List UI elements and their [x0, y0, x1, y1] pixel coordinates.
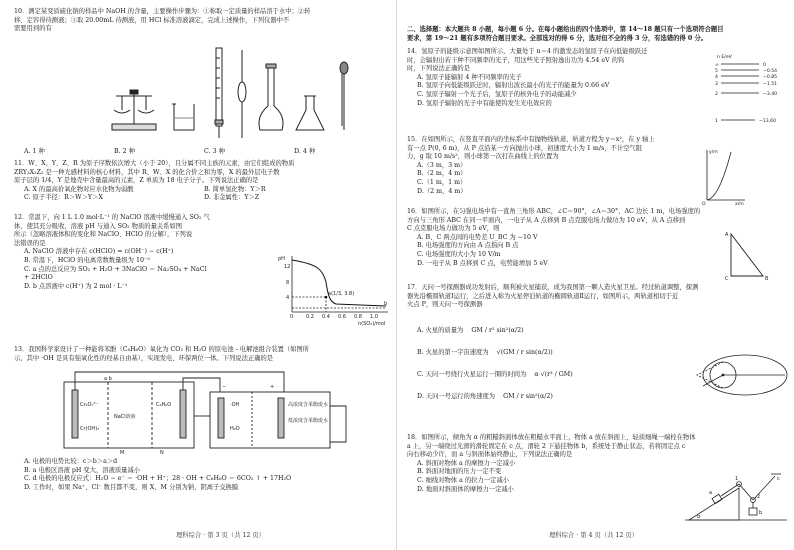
- option-c: C. 3 种: [204, 148, 225, 155]
- question-16-line: C 点克服电场力做功为 5 eV，则: [407, 225, 500, 233]
- energy-level-diagram: [713, 52, 789, 126]
- vertex-a: A: [725, 232, 729, 238]
- page-footer: 理科综合 · 第 4 页（共 12 页）: [549, 532, 638, 539]
- option-a-label: A. 火星的质量为: [417, 327, 464, 334]
- label-membranes: a b: [104, 376, 112, 382]
- volumetric-flask-icon: [259, 64, 283, 130]
- option-a: A. 斜面对物体 a 的摩擦力一定减小: [417, 459, 516, 467]
- label-water: H₂O: [230, 426, 240, 432]
- option-b-label: B. 火星的第一宇宙速度为: [417, 349, 489, 356]
- option-a: A. X 的最高价氧化物对应水化物为弱酸: [24, 185, 134, 193]
- y-tick: 4: [286, 295, 290, 301]
- question-14-line: 时，下列说法正确的是: [407, 65, 470, 73]
- section-2-line: 要求，第 19～21 题有多项符合题目要求。全部选对的得 6 分，选对但不全的得 3 分，有选错的得 0 分。: [407, 34, 708, 42]
- origin-label: O: [702, 202, 706, 206]
- option-c-formula: α √(r³ / GM): [534, 371, 573, 378]
- question-11: [14, 160, 294, 203]
- option-b: B. 2 种: [114, 148, 135, 155]
- option-c: C.（1 m，1 m）: [417, 178, 467, 186]
- question-16-line: 方向与三角形 ABC 在同一平面内，一电子从 A 点移到 B 点克服电场力做功为 10 eV，从 A 点移到: [407, 216, 686, 224]
- option-a: A. 1 种: [24, 148, 45, 155]
- option-d: D. 氢原子辐射的光子中有能使钨发生光电效应的: [417, 99, 552, 107]
- question-12-line: 体，使其充分吸收，溶液 pH 与通入 SO₂ 物质的量关系如图: [14, 222, 183, 230]
- option-b: B.（2 m，4 m）: [417, 170, 467, 178]
- block-b-label: b: [759, 510, 763, 516]
- label-phenol: C₆H₆O: [156, 402, 172, 408]
- question-18: [407, 434, 696, 494]
- x-tick: 0.2: [306, 314, 314, 320]
- option-a: A. 氢原子能辐射 4 种不同频率的光子: [417, 73, 522, 81]
- question-18-line: 18．如图所示，倾角为 α 的粗糙斜面体放在粗糙水平面上，物体 a 放在斜面上，轻质细绳一端栓在物体: [407, 434, 696, 441]
- question-11-options-row2: [14, 194, 294, 203]
- label-cr-oh3: Cr(OH)₃: [80, 426, 100, 432]
- option-c: [417, 370, 573, 392]
- y-axis-label: pH: [278, 256, 285, 262]
- ph-curve-chart: [276, 252, 392, 326]
- level-energy: −0.85: [763, 75, 778, 80]
- option-d: D.（2 m，4 m）: [417, 187, 467, 195]
- question-10: [14, 8, 310, 34]
- question-15-line: 15．在如图所示，在竖直平面内的坐标系中有抛物线轨道，轨道方程为 y＝x²，在 y 轴上: [407, 136, 655, 143]
- x-tick: 1.0: [370, 314, 378, 320]
- question-11-line: 原子层的 1/4，Y 是地壳中含量最高的元素，Z 单质为 18 电子分子。下列说法正确的是: [14, 177, 259, 185]
- option-d: D. 地面对斜面体的摩擦力一定减小: [417, 485, 514, 493]
- option-b-formula: √(GM / r sin(α/2)): [496, 349, 553, 356]
- option-c: C. d 电极的电极反应式：H₂O − e⁻ ＝ ·OH + H⁺；28 · OH + C₆H₆O ＝ 6CO₂ ↑ + 17H₂O: [24, 475, 292, 483]
- option-b: B. 常温下，HClO 的电离常数数量级为 10⁻⁵: [24, 256, 150, 264]
- option-a: A.（3 m，3 m）: [417, 161, 467, 169]
- question-11-line: 11．W、X、Y、Z、R 为原子序数依次增大（小于 20），且分属不同主族的元素，由它们组成的物质: [14, 160, 295, 167]
- question-18-line: a 上，另一端绕过光滑的滑轮固定在 c 点，滑轮 2 下悬挂物体 b，系统处于静止状态，若将固定点 c: [407, 442, 686, 450]
- terminal-positive: +: [270, 384, 275, 390]
- section-2-line: 二、选择题：本大题共 8 小题，每小题 6 分。在每小题给出的四个选项中，第 14～18 题只有一个选项符合题目: [407, 26, 724, 33]
- y-axis-label: y/m: [709, 150, 718, 155]
- question-13-options: [24, 458, 291, 492]
- option-b: B. a 电极区溶液 pH 变大，溶液质量减小: [24, 466, 141, 474]
- page-footer: 理科综合 · 第 3 页（共 12 页）: [176, 532, 265, 539]
- question-14-line: 14．氢原子的能级示意图如图所示，大量处于 n＝4 的激发态的氢原子在向低能级跃迁: [407, 48, 648, 55]
- option-b: [417, 348, 573, 370]
- option-a: [417, 326, 573, 348]
- option-a: A. NaClO 溶液中存在 c(HClO) = c(OH⁻) − c(H⁺): [24, 248, 174, 256]
- question-17: [407, 284, 698, 310]
- level-n: 3: [715, 82, 718, 87]
- label-nacl: NaCl溶液: [114, 414, 136, 420]
- vertex-c: C: [725, 276, 729, 282]
- right-page: [397, 0, 794, 550]
- option-a-formula: GM / r² sin²(α/2): [471, 327, 524, 334]
- question-16-line: 16．如图所示，在匀强电场中有一直角三角形 ABC，∠C＝90°，∠A＝30°，AC 边长 1 m，电场强度的: [407, 208, 701, 215]
- section-2-instructions: [407, 26, 724, 43]
- block-a-label: a: [709, 490, 713, 496]
- vertex-b: B: [765, 276, 769, 282]
- terminal-negative: −: [222, 384, 227, 390]
- point-a-label: a(1/3, 3.8): [328, 291, 355, 297]
- level-energy: −1.51: [763, 82, 778, 87]
- question-12-line: 法错误的是: [14, 239, 46, 247]
- incline-pulley-figure: [683, 470, 789, 524]
- battery-electrolysis-figure: [60, 366, 360, 454]
- x-axis-label: x/m: [735, 202, 744, 206]
- label-membrane-n: N: [160, 450, 164, 454]
- level-n: 4: [715, 75, 718, 80]
- question-16: [407, 208, 700, 268]
- triangle-figure: [723, 228, 773, 284]
- beaker-icon: [172, 104, 194, 130]
- option-d: D. 非金属性：Y＞Z: [204, 194, 260, 202]
- option-c: C. 电场强度的大小为 10 V/m: [417, 250, 501, 258]
- option-b: B. 斜面对地面的压力一定不变: [417, 468, 502, 476]
- option-d-label: D. 天问一号运行的角速度为: [417, 393, 496, 400]
- angle-alpha-label: α: [697, 514, 701, 520]
- option-d: [417, 392, 573, 414]
- mars-orbit-figure: [693, 346, 791, 404]
- question-13-line: 13．我国科学家设计了一种能将苯酚（C₆H₆O）氧化为 CO₂ 和 H₂O 的原电池 - 电解池组合装置（如图所: [14, 346, 310, 353]
- x-tick: 0: [290, 314, 294, 320]
- option-d: D. 一电子从 B 点移到 C 点，电势能增加 5 eV: [417, 259, 548, 267]
- question-14: [407, 48, 647, 108]
- levels-header: n E/eV: [717, 55, 732, 60]
- option-a: A. 电极的电势比较：c＞b＞a＞d: [24, 458, 118, 465]
- level-energy: −13.60: [759, 119, 777, 124]
- question-12-line: 所示（忽略溶液体积的变化和 NaClO、HClO 的分解），下列说: [14, 231, 193, 239]
- question-10-line: 10．测定某变质硫化钠的样品中 NaOH 的含量，主要操作步骤为：①称取一定质量的样品溶于水中；②转: [14, 8, 311, 15]
- level-energy: 0: [763, 63, 766, 68]
- burette-icon: [215, 48, 223, 138]
- option-b: B. 氢原子向低能级跃迁时，辐射出波长最小的光子的能量为 0.66 eV: [417, 82, 610, 90]
- x-tick: 0.8: [354, 314, 362, 320]
- level-n: 5: [715, 69, 718, 74]
- x-tick: 0.4: [322, 314, 330, 320]
- pipette-icon: [238, 50, 246, 138]
- label-membrane-m: M: [120, 450, 125, 454]
- x-axis-label: n(SO₂)/mol: [358, 321, 386, 326]
- option-c: C. a 点的总反应为 SO₂ + H₂O + 3NaClO ＝ Na₂SO₄ + NaCl: [24, 265, 207, 273]
- question-10-line: 需要用到的有: [14, 25, 52, 33]
- option-b: B. 简单氢化物：Y＞R: [204, 185, 266, 193]
- option-d: D. 工作时，如果 Na⁺、Cl⁻ 数目都不变，则 X、M 分别为钠、阴离子交换膜: [24, 483, 239, 491]
- question-14-line: 时，会辐射出若干种不同频率的光子，用这些光子照射逸出功为 4.54 eV 的钨: [407, 56, 625, 64]
- option-a: A. B、C 两点间的电势差 U_BC 为 −10 V: [417, 233, 538, 241]
- question-17-line: 器先沿椭圆轨道Ⅰ运行，之后进入称为火星停泊轨道的椭圆轨道Ⅱ运行，如图所示，两轨道相切于近: [407, 292, 679, 300]
- option-c-continued: + 2HClO: [24, 274, 53, 282]
- question-12-line: 12．常温下，向 1 L 1.0 mol·L⁻¹ 的 NaClO 溶液中缓慢通入 SO₂ 气: [14, 214, 210, 221]
- question-17-line: 17．天问一号探测器成功发射后，顺利被火星捕获，成为我国第一颗人造火星卫星。经过轨道调整，探测: [407, 284, 699, 291]
- option-d: D. 4 种: [294, 148, 316, 155]
- question-10-line: 移、定容得待测液；③取 20.00mL 待测液，用 HCl 标准溶液滴定，完成上述操作，下列仪器中不: [14, 16, 290, 24]
- question-18-line: 向右移动少许，而 a 与斜面体始终静止，下列说法正确的是: [407, 451, 573, 459]
- question-13: [14, 346, 309, 363]
- question-15-line: 力，g 取 10 m/s²，则小球第一次打在曲线上的位置为: [407, 153, 559, 161]
- level-n: 2: [715, 92, 718, 97]
- label-oh-radical: ·OH: [230, 402, 240, 408]
- point-b-label: b: [384, 301, 388, 307]
- point-a-marker: [325, 296, 328, 299]
- pulley-2-label: 2: [757, 494, 761, 500]
- option-c: C. 原子半径：R＞W＞Y＞X: [24, 194, 103, 202]
- balance-icon: [112, 90, 156, 130]
- question-12: [14, 214, 210, 291]
- level-energy: −3.40: [763, 92, 778, 97]
- label-high-phenol: 高浓度含苯酚废水: [288, 402, 329, 408]
- level-energy: −0.54: [763, 69, 778, 74]
- question-15: [407, 136, 655, 196]
- question-17-options: [417, 326, 573, 414]
- question-13-line: 示，其中 ·OH 是具有强氧化性的羟基自由基），实现发电、环保两位一体。下列说法正确的是: [14, 354, 274, 362]
- option-d-formula: GM / r sin²(α/2): [503, 393, 553, 400]
- pulley-1-label: 1: [735, 476, 739, 482]
- level-n: 1: [715, 119, 718, 124]
- question-17-line: 火点 P，则天问一号探测器: [407, 301, 483, 309]
- question-15-line: 有一点 P(0, 6 m)，从 P 点沿某一方向抛出小球，初速度大小为 1 m/s，不计空气阻: [407, 144, 643, 152]
- option-d: D. b 点溶液中 c(H⁺) 为 2 mol · L⁻¹: [24, 282, 128, 290]
- lab-apparatus-figure: [110, 38, 360, 146]
- option-c-label: C. 天问一号绕行火星运行一圈的时间为: [417, 371, 527, 378]
- label-cr2o7: Cr₂O₇²⁻: [80, 402, 99, 408]
- y-tick: 12: [284, 264, 291, 270]
- dropper-icon: [340, 62, 348, 130]
- parabola-figure: [697, 146, 747, 206]
- y-tick: 8: [286, 280, 290, 286]
- label-low-phenol: 低浓度含苯酚废水: [288, 418, 329, 424]
- option-c: C. 细线对物体 a 的拉力一定减小: [417, 476, 509, 484]
- option-c: C. 氢原子辐射一个光子后，氢原子的核外电子的动能减少: [417, 90, 577, 98]
- option-b: B. 电场强度的方向由 A 点指向 B 点: [417, 242, 519, 250]
- question-11-line: ZRY₃X₂Z₂ 是一种光感材料的核心材料，其中 R、W、X 的化合价之和为零，X 的最外层电子数: [14, 168, 280, 176]
- anchor-c-label: c: [777, 476, 780, 482]
- conical-flask-icon: [296, 96, 324, 130]
- level-n: ∞: [715, 63, 719, 68]
- x-tick: 0.6: [338, 314, 346, 320]
